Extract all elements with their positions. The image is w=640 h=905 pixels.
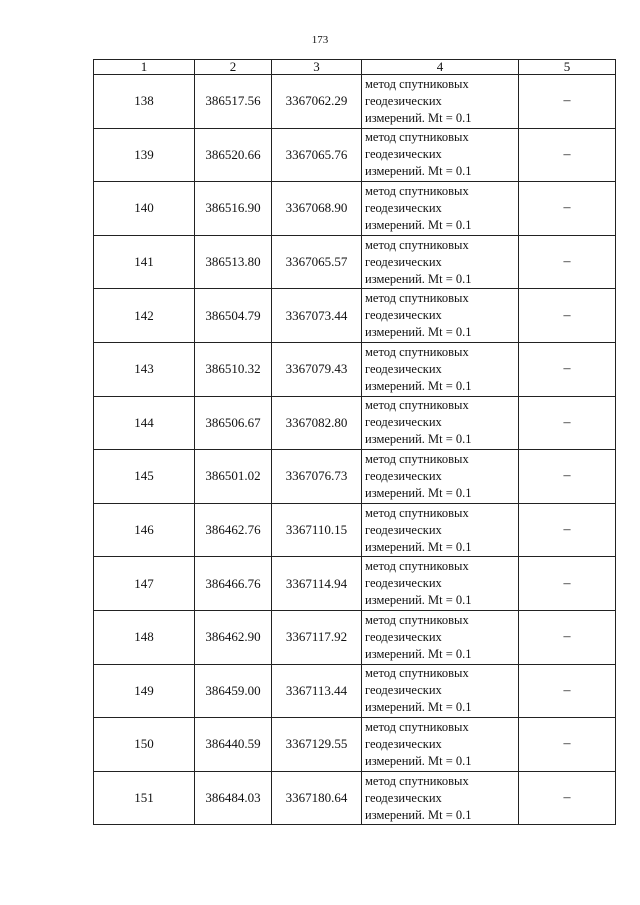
point-number-cell: 142: [94, 289, 195, 343]
method-text-line: метод спутниковых: [365, 237, 469, 252]
point-number-cell: 150: [94, 718, 195, 772]
column-header-5: 5: [519, 60, 616, 75]
note-cell: –: [519, 450, 616, 504]
method-text-line: метод спутниковых: [365, 451, 469, 466]
table-body: [94, 75, 616, 825]
note-cell: –: [519, 128, 616, 182]
point-number-cell: 141: [94, 235, 195, 289]
point-number-cell: 144: [94, 396, 195, 450]
page-number: 173: [311, 34, 329, 46]
table-row: [94, 128, 616, 182]
x-coordinate-cell: 386462.90: [195, 610, 272, 664]
method-text-line: метод спутниковых: [365, 773, 469, 788]
x-coordinate-cell: 386506.67: [195, 396, 272, 450]
y-coordinate-cell: 3367129.55: [272, 718, 362, 772]
method-text-line: метод спутниковых: [365, 76, 469, 91]
method-text-line: метод спутниковых: [365, 291, 469, 306]
method-text-line: измерений. Mt = 0.1: [365, 217, 472, 232]
method-cell: [362, 128, 519, 182]
x-coordinate-cell: 386501.02: [195, 450, 272, 504]
method-text-line: измерений. Mt = 0.1: [365, 593, 472, 608]
note-cell: –: [519, 182, 616, 236]
x-coordinate-cell: 386459.00: [195, 664, 272, 718]
column-header-4: 4: [362, 60, 519, 75]
note-cell: –: [519, 664, 616, 718]
y-coordinate-cell: 3367073.44: [272, 289, 362, 343]
method-text-line: метод спутниковых: [365, 505, 469, 520]
x-coordinate-cell: 386516.90: [195, 182, 272, 236]
method-text-line: геодезических: [365, 254, 442, 269]
method-text-line: метод спутниковых: [365, 612, 469, 627]
method-text-line: измерений. Mt = 0.1: [365, 432, 472, 447]
table-row: [94, 771, 616, 825]
method-text-line: измерений. Mt = 0.1: [365, 485, 472, 500]
point-number-cell: 151: [94, 771, 195, 825]
method-cell: [362, 450, 519, 504]
method-text-line: геодезических: [365, 415, 442, 430]
table-row: [94, 289, 616, 343]
x-coordinate-cell: 386462.76: [195, 503, 272, 557]
method-text-line: измерений. Mt = 0.1: [365, 700, 472, 715]
method-text-line: измерений. Mt = 0.1: [365, 753, 472, 768]
method-text-line: измерений. Mt = 0.1: [365, 807, 472, 822]
method-cell: [362, 503, 519, 557]
y-coordinate-cell: 3367114.94: [272, 557, 362, 611]
method-cell: [362, 610, 519, 664]
column-header-1: 1: [94, 60, 195, 75]
method-text-line: измерений. Mt = 0.1: [365, 164, 472, 179]
x-coordinate-cell: 386504.79: [195, 289, 272, 343]
method-cell: [362, 75, 519, 129]
x-coordinate-cell: 386510.32: [195, 342, 272, 396]
table-row: [94, 396, 616, 450]
method-text-line: геодезических: [365, 147, 442, 162]
method-cell: [362, 396, 519, 450]
method-text-line: измерений. Mt = 0.1: [365, 539, 472, 554]
method-cell: [362, 289, 519, 343]
note-cell: –: [519, 289, 616, 343]
method-cell: [362, 342, 519, 396]
point-number-cell: 148: [94, 610, 195, 664]
method-text-line: геодезических: [365, 308, 442, 323]
method-text-line: метод спутниковых: [365, 398, 469, 413]
method-text-line: геодезических: [365, 93, 442, 108]
note-cell: –: [519, 718, 616, 772]
method-text-line: измерений. Mt = 0.1: [365, 646, 472, 661]
note-cell: –: [519, 235, 616, 289]
method-text-line: метод спутниковых: [365, 344, 469, 359]
table-row: [94, 182, 616, 236]
point-number-cell: 149: [94, 664, 195, 718]
column-header-2: 2: [195, 60, 272, 75]
method-text-line: геодезических: [365, 522, 442, 537]
method-text-line: метод спутниковых: [365, 719, 469, 734]
point-number-cell: 139: [94, 128, 195, 182]
method-text-line: метод спутниковых: [365, 183, 469, 198]
note-cell: –: [519, 557, 616, 611]
method-text-line: геодезических: [365, 200, 442, 215]
method-cell: [362, 664, 519, 718]
table-row: [94, 718, 616, 772]
y-coordinate-cell: 3367062.29: [272, 75, 362, 129]
column-header-3: 3: [272, 60, 362, 75]
point-number-cell: 138: [94, 75, 195, 129]
y-coordinate-cell: 3367082.80: [272, 396, 362, 450]
method-text-line: измерений. Mt = 0.1: [365, 110, 472, 125]
note-cell: –: [519, 396, 616, 450]
x-coordinate-cell: 386517.56: [195, 75, 272, 129]
y-coordinate-cell: 3367180.64: [272, 771, 362, 825]
table-row: [94, 235, 616, 289]
method-cell: [362, 235, 519, 289]
method-text-line: геодезических: [365, 683, 442, 698]
point-number-cell: 143: [94, 342, 195, 396]
x-coordinate-cell: 386513.80: [195, 235, 272, 289]
point-number-cell: 147: [94, 557, 195, 611]
note-cell: –: [519, 771, 616, 825]
x-coordinate-cell: 386484.03: [195, 771, 272, 825]
note-cell: –: [519, 503, 616, 557]
method-text-line: метод спутниковых: [365, 130, 469, 145]
y-coordinate-cell: 3367079.43: [272, 342, 362, 396]
method-text-line: геодезических: [365, 790, 442, 805]
method-cell: [362, 718, 519, 772]
table-row: [94, 557, 616, 611]
note-cell: –: [519, 610, 616, 664]
point-number-cell: 145: [94, 450, 195, 504]
x-coordinate-cell: 386520.66: [195, 128, 272, 182]
coordinates-table: [93, 59, 616, 825]
table-row: [94, 664, 616, 718]
method-text-line: геодезических: [365, 629, 442, 644]
note-cell: –: [519, 75, 616, 129]
y-coordinate-cell: 3367065.76: [272, 128, 362, 182]
method-cell: [362, 771, 519, 825]
method-text-line: измерений. Mt = 0.1: [365, 378, 472, 393]
method-text-line: метод спутниковых: [365, 666, 469, 681]
header-row: [94, 60, 616, 75]
y-coordinate-cell: 3367065.57: [272, 235, 362, 289]
table-row: [94, 610, 616, 664]
y-coordinate-cell: 3367117.92: [272, 610, 362, 664]
method-text-line: геодезических: [365, 361, 442, 376]
point-number-cell: 146: [94, 503, 195, 557]
x-coordinate-cell: 386440.59: [195, 718, 272, 772]
y-coordinate-cell: 3367076.73: [272, 450, 362, 504]
table-row: [94, 75, 616, 129]
method-cell: [362, 557, 519, 611]
table-row: [94, 342, 616, 396]
x-coordinate-cell: 386466.76: [195, 557, 272, 611]
y-coordinate-cell: 3367113.44: [272, 664, 362, 718]
y-coordinate-cell: 3367110.15: [272, 503, 362, 557]
method-text-line: метод спутниковых: [365, 559, 469, 574]
method-text-line: геодезических: [365, 576, 442, 591]
method-text-line: геодезических: [365, 736, 442, 751]
method-cell: [362, 182, 519, 236]
table-row: [94, 503, 616, 557]
method-text-line: геодезических: [365, 468, 442, 483]
y-coordinate-cell: 3367068.90: [272, 182, 362, 236]
method-text-line: измерений. Mt = 0.1: [365, 271, 472, 286]
note-cell: –: [519, 342, 616, 396]
table-row: [94, 450, 616, 504]
point-number-cell: 140: [94, 182, 195, 236]
method-text-line: измерений. Mt = 0.1: [365, 325, 472, 340]
